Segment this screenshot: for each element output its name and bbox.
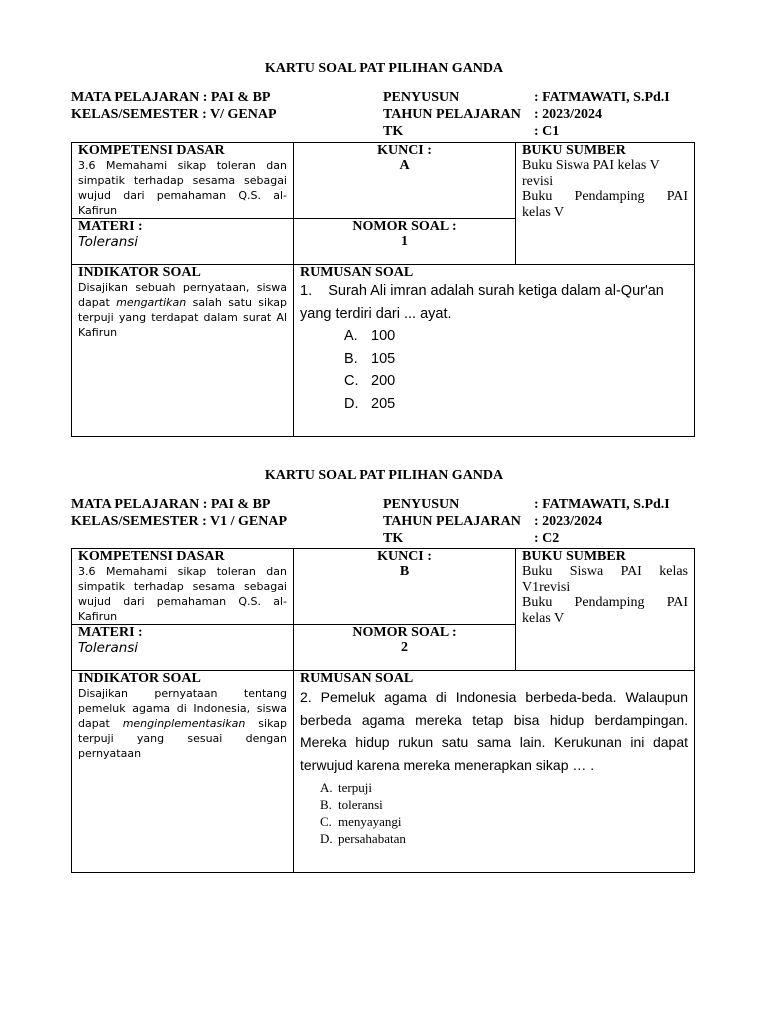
- buku-line: Buku Siswa PAI kelas V: [522, 158, 660, 173]
- card-title: KARTU SOAL PAT PILIHAN GANDA: [264, 61, 504, 76]
- kunci-cell: [294, 549, 516, 625]
- option-text: persahabatan: [338, 831, 406, 846]
- option-letter: C.: [320, 814, 332, 829]
- buku-line: Buku Siswa PAI kelas: [522, 564, 688, 579]
- kunci-value: A: [399, 158, 410, 173]
- materi-cell: [72, 625, 294, 671]
- kompetensi-heading: KOMPETENSI DASAR: [78, 549, 225, 564]
- kunci-heading: KUNCI :: [377, 143, 432, 158]
- indikator-text-part: salah satu sikap terpuji yang terdapat dalam surat Al Kafirun: [78, 296, 287, 339]
- card-table: [71, 548, 695, 873]
- indikator-cell: [72, 671, 294, 873]
- kunci-heading: KUNCI :: [377, 549, 432, 564]
- nomor-value: 2: [401, 640, 408, 655]
- kelas-label: KELAS/SEMESTER : V/ GENAP: [71, 107, 277, 122]
- kunci-cell: [294, 143, 516, 219]
- tk-value: : C1: [534, 124, 560, 139]
- materi-value: Toleransi: [78, 640, 139, 656]
- kompetensi-cell: [72, 143, 294, 219]
- tahun-key: TAHUN PELAJARAN: [383, 107, 521, 122]
- kompetensi-text: 3.6 Memahami sikap toleran dan simpatik terhadap sesama sebagai wujud dari pemahaman Q.S. al-Kafirun: [78, 565, 287, 623]
- option-item: [300, 370, 688, 393]
- indikator-text-part: sikap terpuji yang sesuai dengan pernyataan: [78, 717, 287, 760]
- option-text: menyayangi: [338, 814, 402, 829]
- penyusun-value: : FATMAWATI, S.Pd.I: [534, 497, 670, 512]
- rumusan-heading: RUMUSAN SOAL: [300, 671, 414, 686]
- option-letter: D.: [344, 395, 359, 412]
- mapel-label: MATA PELAJARAN : PAI & BP: [71, 497, 271, 512]
- indikator-emphasis: mengartikan: [116, 296, 187, 309]
- materi-heading: MATERI :: [78, 219, 143, 234]
- nomor-heading: NOMOR SOAL :: [352, 625, 457, 640]
- penyusun-value: : FATMAWATI, S.Pd.I: [534, 90, 670, 105]
- option-item: [300, 830, 688, 847]
- option-letter: B.: [320, 797, 332, 812]
- materi-cell: [72, 219, 294, 265]
- tk-value: : C2: [534, 531, 560, 546]
- nomor-cell: [294, 625, 516, 671]
- penyusun-key: PENYUSUN: [383, 90, 460, 105]
- nomor-heading: NOMOR SOAL :: [352, 219, 457, 234]
- buku-line: Buku Pendamping PAI: [522, 189, 688, 204]
- buku-line: kelas V: [522, 204, 565, 220]
- question-text: 2. Pemeluk agama di Indonesia berbeda-beda. Walaupun berbeda agama mereka tetap bisa hidup berdampingan. Mereka hidup rukun satu sama lain. Kerukunan ini dapat terwujud karena mereka menerapkan sikap … .: [300, 689, 688, 773]
- buku-line: revisi: [522, 173, 554, 189]
- kunci-value: B: [399, 564, 410, 579]
- buku-heading: BUKU SUMBER: [522, 143, 626, 158]
- buku-line: V1revisi: [522, 579, 571, 595]
- option-letter: D.: [320, 831, 333, 846]
- option-letter: A.: [320, 780, 333, 795]
- indikator-text-part: Disajikan pernyataan tentang pemeluk agama di Indonesia, siswa dapat: [78, 687, 287, 730]
- card-table: [71, 142, 695, 437]
- option-item: [300, 325, 688, 348]
- option-text: 100: [371, 328, 396, 344]
- kompetensi-text: 3.6 Memahami sikap toleran dan simpatik terhadap sesama sebagai wujud dari pemahaman Q.S. al-Kafirun: [78, 159, 287, 217]
- tk-key: TK: [383, 124, 404, 139]
- option-item: [300, 796, 688, 813]
- option-text: terpuji: [338, 780, 372, 795]
- option-letter: A.: [344, 328, 358, 344]
- tahun-key: TAHUN PELAJARAN: [383, 514, 521, 529]
- tahun-value: : 2023/2024: [534, 107, 603, 122]
- tk-key: TK: [383, 531, 404, 546]
- kompetensi-cell: [72, 549, 294, 625]
- tahun-value: : 2023/2024: [534, 514, 603, 529]
- materi-value: Toleransi: [78, 234, 139, 250]
- option-item: [300, 779, 688, 796]
- indikator-heading: INDIKATOR SOAL: [78, 671, 201, 686]
- buku-heading: BUKU SUMBER: [522, 549, 626, 564]
- nomor-cell: [294, 219, 516, 265]
- buku-cell: [516, 143, 695, 265]
- option-letter: C.: [344, 373, 359, 389]
- rumusan-heading: RUMUSAN SOAL: [300, 265, 414, 280]
- option-text: 205: [371, 395, 396, 412]
- option-text: toleransi: [338, 797, 383, 812]
- rumusan-cell: [294, 671, 695, 873]
- indikator-text-part: Disajikan sebuah pernyataan, siswa dapat: [78, 281, 287, 309]
- option-text: 200: [371, 373, 396, 389]
- indikator-text: [78, 280, 287, 340]
- kompetensi-heading: KOMPETENSI DASAR: [78, 143, 225, 158]
- card-title: KARTU SOAL PAT PILIHAN GANDA: [264, 468, 504, 483]
- materi-heading: MATERI :: [78, 625, 143, 640]
- buku-line: kelas V: [522, 610, 565, 626]
- indikator-text: [78, 686, 287, 761]
- indikator-heading: INDIKATOR SOAL: [78, 265, 201, 280]
- option-item: [300, 393, 688, 416]
- nomor-value: 1: [401, 234, 408, 249]
- indikator-emphasis: menginplementasikan: [122, 717, 246, 730]
- mapel-label: MATA PELAJARAN : PAI & BP: [71, 90, 271, 105]
- buku-cell: [516, 549, 695, 671]
- option-item: [300, 813, 688, 830]
- option-text: 105: [371, 350, 396, 367]
- kelas-label: KELAS/SEMESTER : V1 / GENAP: [71, 514, 288, 529]
- penyusun-key: PENYUSUN: [383, 497, 460, 512]
- indikator-cell: [72, 265, 294, 437]
- rumusan-cell: [294, 265, 695, 437]
- buku-line: Buku Pendamping PAI: [522, 595, 688, 610]
- option-item: [300, 348, 688, 371]
- question-text: 1. Surah Ali imran adalah surah ketiga dalam al-Qur'an yang terdiri dari ... ayat.: [300, 283, 668, 322]
- option-letter: B.: [344, 350, 358, 367]
